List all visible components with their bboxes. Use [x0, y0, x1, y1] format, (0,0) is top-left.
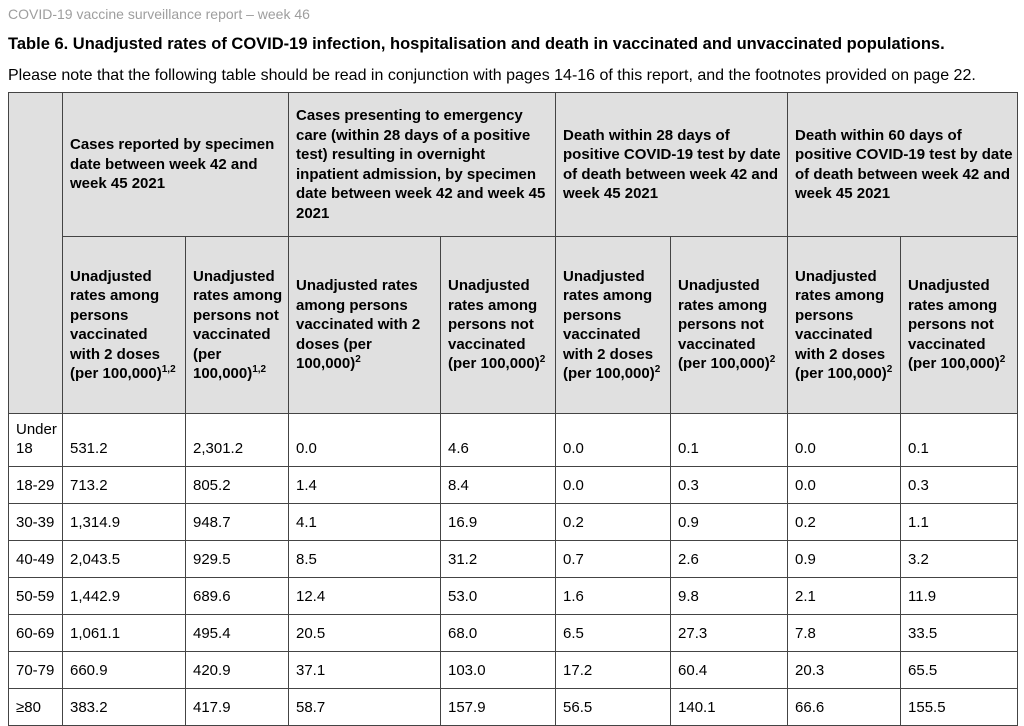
table-cell: 8.5: [289, 541, 441, 578]
table-row: [9, 578, 1018, 615]
table-cell: 1.1: [901, 504, 1018, 541]
table-note: Please note that the following table should be read in conjunction with pages 14-16 of this report, and the footnotes provided on page 22.: [8, 67, 976, 84]
table-cell: 1,314.9: [63, 504, 186, 541]
column-header-emergency-unvaccinated: [441, 237, 556, 414]
table-row: [9, 689, 1018, 726]
column-header-text: Unadjusted rates among persons not vaccinated (per 100,000): [678, 277, 770, 373]
footnote-marker: 2: [355, 354, 361, 366]
group-header-death-60-days: Death within 60 days of positive COVID-19 test by date of death between week 42 and week 45 2021: [788, 93, 1018, 237]
table-cell: 0.2: [556, 504, 671, 541]
column-header-text: Unadjusted rates among persons not vaccinated (per 100,000): [908, 277, 1000, 373]
table-cell: 1,442.9: [63, 578, 186, 615]
footnote-marker: 2: [769, 354, 776, 366]
table-cell: 8.4: [441, 467, 556, 504]
running-header: COVID-19 vaccine surveillance report – week 46: [8, 6, 310, 22]
table-row: [9, 541, 1018, 578]
table-cell: 660.9: [63, 652, 186, 689]
table-row: [9, 414, 1018, 467]
table-cell: 17.2: [556, 652, 671, 689]
table-cell: 7.8: [788, 615, 901, 652]
table-row: [9, 504, 1018, 541]
row-label: ≥80: [9, 689, 63, 726]
table-cell: 12.4: [289, 578, 441, 615]
table-cell: 27.3: [671, 615, 788, 652]
table-cell: 1,061.1: [63, 615, 186, 652]
group-header-emergency-care: Cases presenting to emergency care (within 28 days of a positive test) resulting in overnight inpatient admission, by specimen date between week 42 and week 45 2021: [289, 93, 556, 237]
table-cell: 0.1: [671, 414, 788, 467]
table-cell: 689.6: [186, 578, 289, 615]
table-cell: 65.5: [901, 652, 1018, 689]
table-cell: 0.0: [788, 414, 901, 467]
table-cell: 31.2: [441, 541, 556, 578]
table-row: [9, 652, 1018, 689]
row-label: 60-69: [9, 615, 63, 652]
table-cell: 0.1: [901, 414, 1018, 467]
table-cell: 11.9: [901, 578, 1018, 615]
table-cell: 0.3: [901, 467, 1018, 504]
table-cell: 0.0: [788, 467, 901, 504]
rates-table: [8, 92, 1018, 726]
column-header-death60-vaccinated: [788, 237, 901, 414]
table-cell: 2.1: [788, 578, 901, 615]
row-label: 30-39: [9, 504, 63, 541]
table-cell: 157.9: [441, 689, 556, 726]
table-cell: 20.3: [788, 652, 901, 689]
table-cell: 2,043.5: [63, 541, 186, 578]
table-cell: 37.1: [289, 652, 441, 689]
table-cell: 3.2: [901, 541, 1018, 578]
column-header-text: Unadjusted rates among persons vaccinated with 2 doses (per 100,000): [70, 267, 162, 382]
table-cell: 0.3: [671, 467, 788, 504]
table-cell: 66.6: [788, 689, 901, 726]
table-cell: 1.6: [556, 578, 671, 615]
group-header-row: [9, 93, 1018, 237]
table-cell: 948.7: [186, 504, 289, 541]
table-cell: 0.9: [788, 541, 901, 578]
column-header-cases-vaccinated: [63, 237, 186, 414]
table-cell: 713.2: [63, 467, 186, 504]
table-cell: 0.9: [671, 504, 788, 541]
footnote-marker: 1,2: [252, 364, 267, 375]
table-cell: 383.2: [63, 689, 186, 726]
table-row: [9, 467, 1018, 504]
table-cell: 2.6: [671, 541, 788, 578]
table-cell: 9.8: [671, 578, 788, 615]
table-cell: 103.0: [441, 652, 556, 689]
table-cell: 58.7: [289, 689, 441, 726]
column-header-death28-vaccinated: [556, 237, 671, 414]
table-cell: 33.5: [901, 615, 1018, 652]
row-label: 70-79: [9, 652, 63, 689]
table-title: Table 6. Unadjusted rates of COVID-19 infection, hospitalisation and death in vaccinated and unvaccinated populations.: [8, 35, 945, 53]
table-cell: 6.5: [556, 615, 671, 652]
column-header-text: Unadjusted rates among persons vaccinated with 2 doses (per 100,000): [563, 267, 655, 382]
table-cell: 140.1: [671, 689, 788, 726]
table-cell: 805.2: [186, 467, 289, 504]
table-cell: 0.7: [556, 541, 671, 578]
table-cell: 929.5: [186, 541, 289, 578]
column-header-emergency-vaccinated: [289, 237, 441, 414]
table-cell: 0.0: [289, 414, 441, 467]
table-cell: 16.9: [441, 504, 556, 541]
column-header-text: Unadjusted rates among persons not vaccinated (per 100,000): [448, 277, 540, 373]
table-cell: 0.2: [788, 504, 901, 541]
sub-header-row: [9, 237, 1018, 414]
table-cell: 0.0: [556, 467, 671, 504]
row-label: 50-59: [9, 578, 63, 615]
table-row: [9, 615, 1018, 652]
table-cell: 0.0: [556, 414, 671, 467]
table-cell: 68.0: [441, 615, 556, 652]
footnote-marker: 2: [886, 364, 893, 375]
footnote-marker: 2: [539, 354, 546, 366]
column-header-death28-unvaccinated: [671, 237, 788, 414]
table-cell: 20.5: [289, 615, 441, 652]
row-label: 40-49: [9, 541, 63, 578]
table-cell: 56.5: [556, 689, 671, 726]
corner-cell: [9, 93, 63, 414]
column-header-text: Unadjusted rates among persons vaccinated with 2 doses (per 100,000): [795, 267, 887, 382]
table-cell: 495.4: [186, 615, 289, 652]
table-cell: 53.0: [441, 578, 556, 615]
column-header-text: Unadjusted rates among persons vaccinated with 2 doses (per 100,000): [296, 277, 421, 373]
row-label: 18-29: [9, 467, 63, 504]
group-header-cases: Cases reported by specimen date between week 42 and week 45 2021: [63, 93, 289, 237]
table-cell: 417.9: [186, 689, 289, 726]
table-cell: 155.5: [901, 689, 1018, 726]
table-cell: 4.1: [289, 504, 441, 541]
table-cell: 60.4: [671, 652, 788, 689]
column-header-cases-unvaccinated: [186, 237, 289, 414]
table-cell: 4.6: [441, 414, 556, 467]
column-header-text: Unadjusted rates among persons not vaccinated (per 100,000): [193, 267, 283, 382]
table-cell: 2,301.2: [186, 414, 289, 467]
footnote-marker: 2: [654, 364, 661, 375]
table-cell: 420.9: [186, 652, 289, 689]
column-header-death60-unvaccinated: [901, 237, 1018, 414]
table-cell: 1.4: [289, 467, 441, 504]
footnote-marker: 1,2: [161, 364, 176, 375]
table-cell: 531.2: [63, 414, 186, 467]
row-label: Under 18: [9, 414, 63, 467]
footnote-marker: 2: [999, 354, 1006, 366]
group-header-death-28-days: Death within 28 days of positive COVID-19 test by date of death between week 42 and week 45 2021: [556, 93, 788, 237]
